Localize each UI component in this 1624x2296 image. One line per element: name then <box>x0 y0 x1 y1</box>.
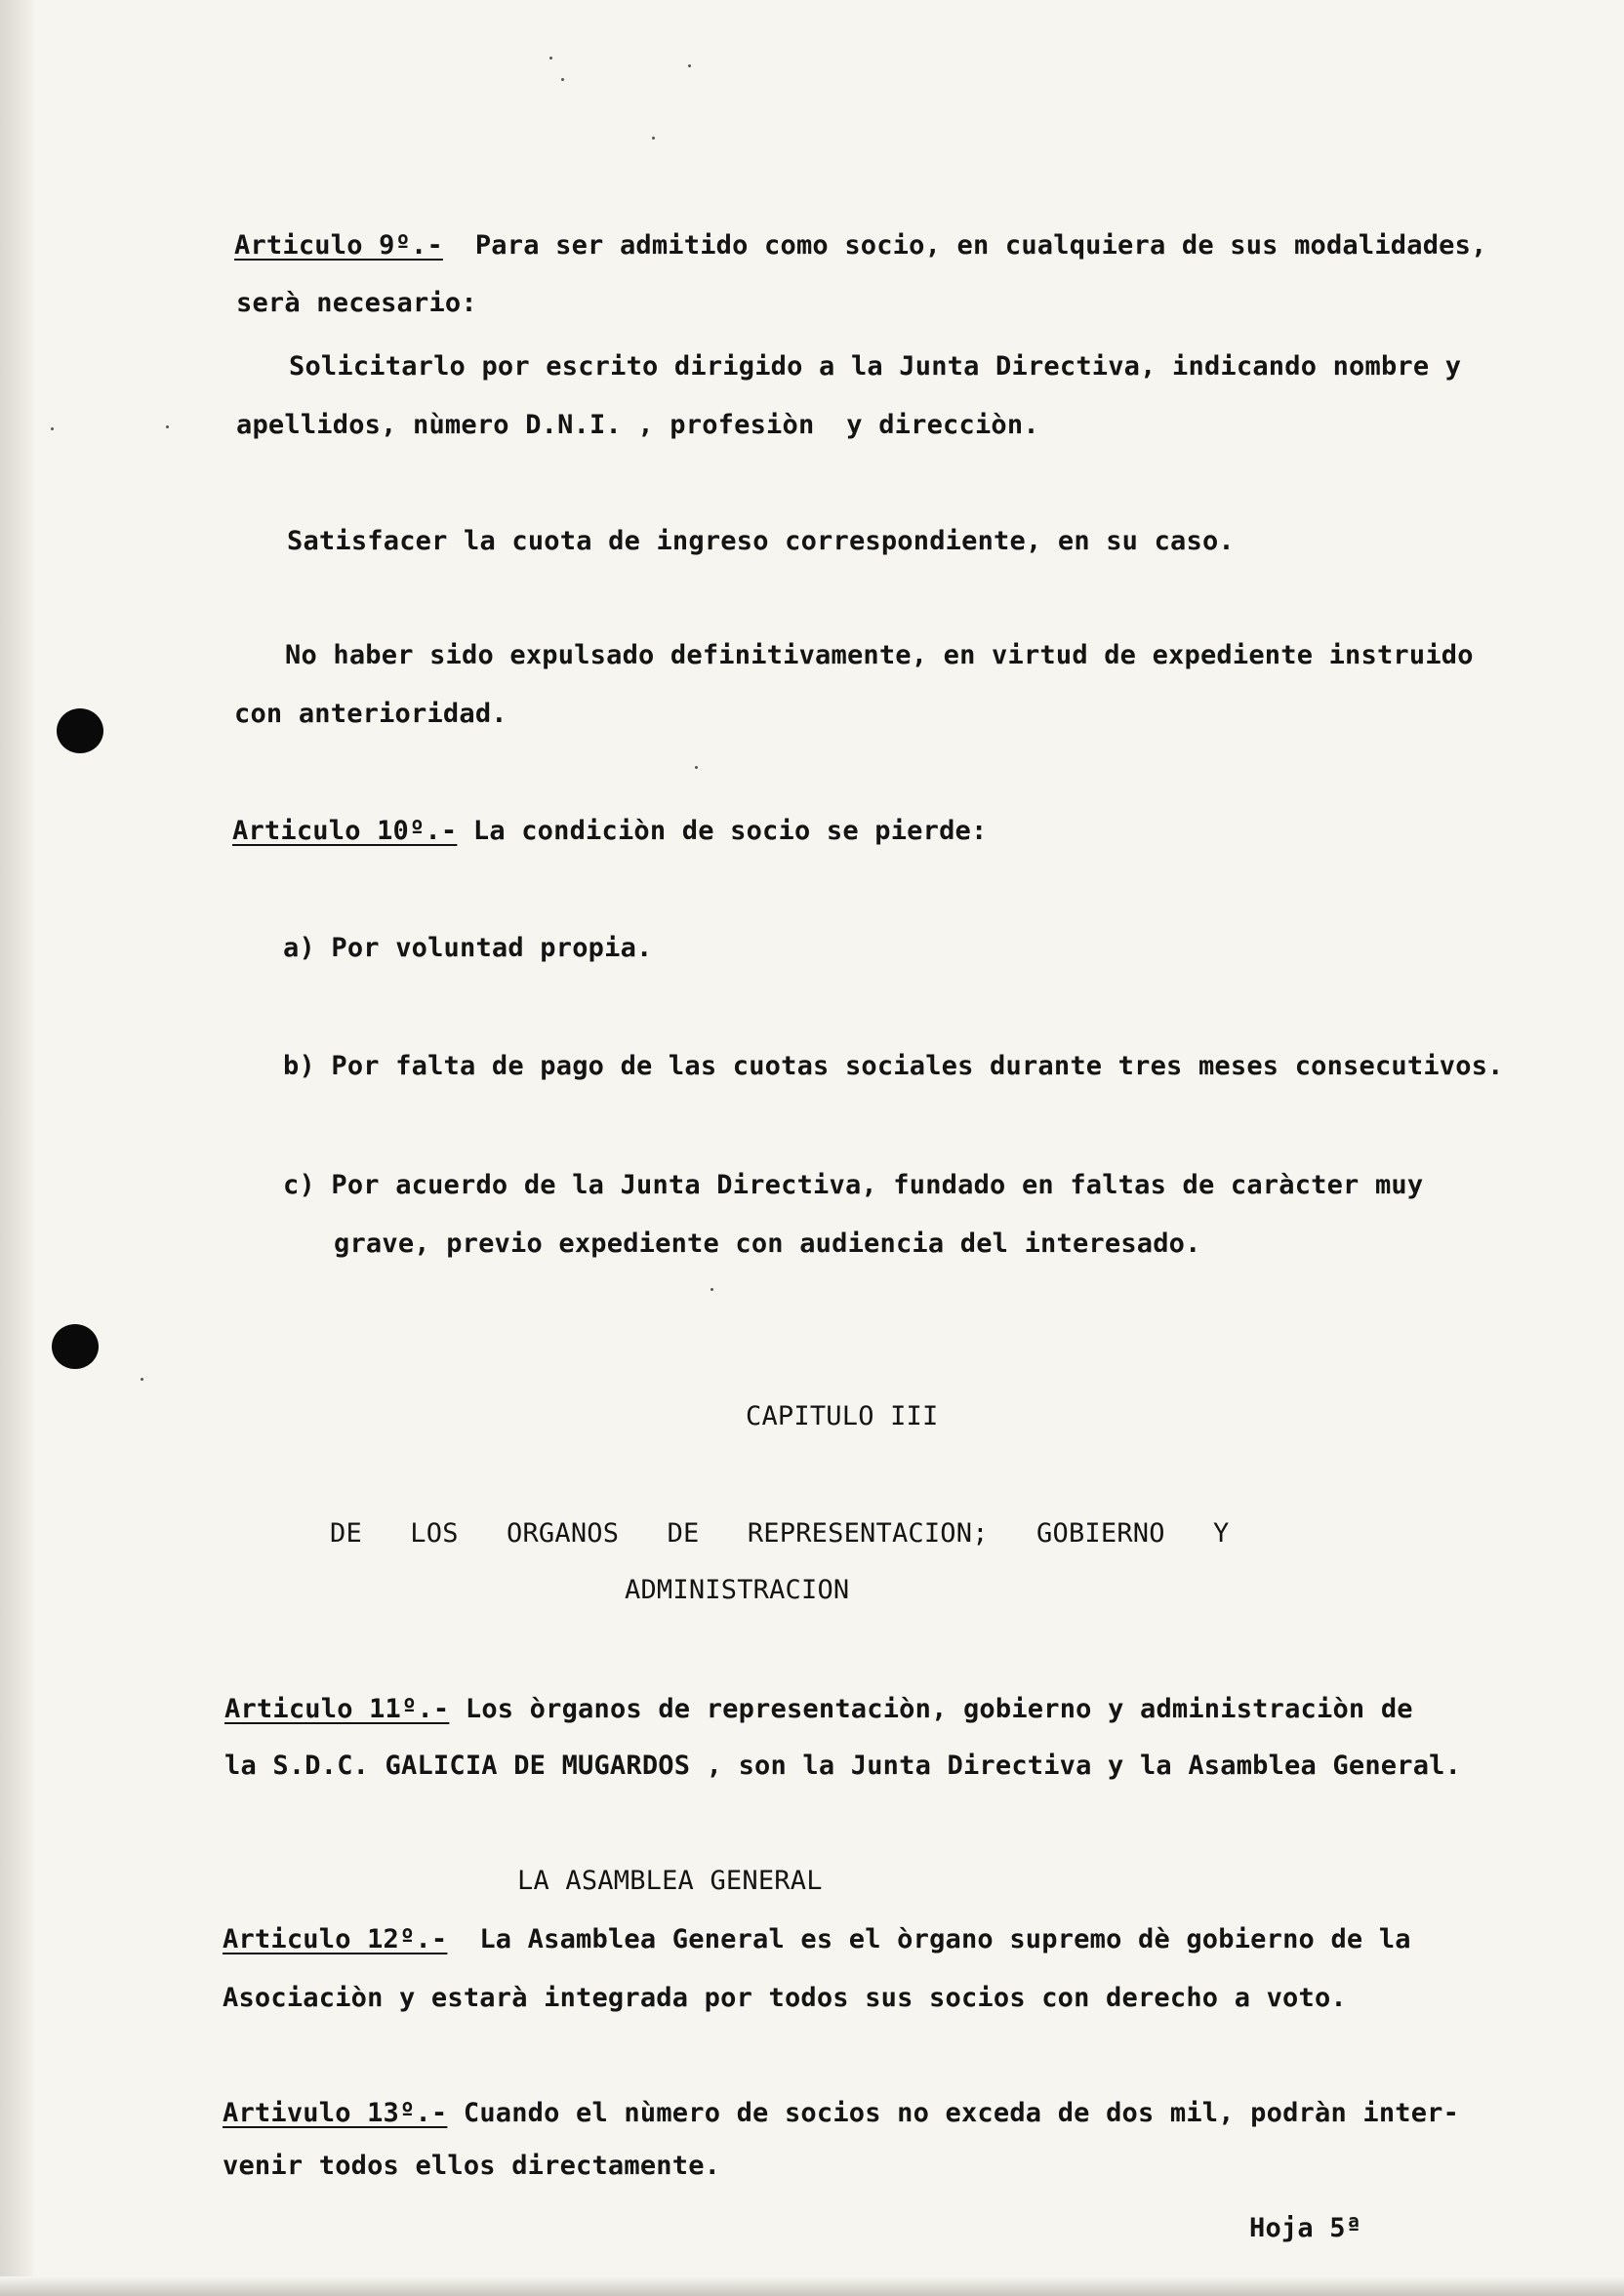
article-9-para-2: Satisfacer la cuota de ingreso correspondiente, en su caso. <box>287 526 1235 556</box>
article-10-item-c-line-1: c) Por acuerdo de la Junta Directiva, fundado en faltas de caràcter muy <box>283 1170 1424 1200</box>
article-10-item-a: a) Por voluntad propia. <box>283 933 653 963</box>
article-11-label: Articulo 11º.- <box>224 1694 450 1724</box>
toner-speck <box>141 1378 143 1381</box>
toner-speck <box>561 78 564 81</box>
article-12-label: Articulo 12º.- <box>223 1924 448 1954</box>
article-13-text: Cuando el nùmero de socios no exceda de dos mil, podràn inter- <box>463 2098 1460 2128</box>
toner-speck <box>549 57 552 60</box>
punch-hole-top <box>57 708 103 753</box>
toner-speck <box>688 64 691 67</box>
page-number: Hoja 5ª <box>1249 2213 1362 2243</box>
asamblea-heading: LA ASAMBLEA GENERAL <box>517 1866 823 1896</box>
article-9-para-1-line-2: apellidos, nùmero D.N.I. , profesiòn y direcciòn. <box>236 410 1039 440</box>
article-9-label: Articulo 9º.- <box>234 230 443 261</box>
article-11-line-1 <box>224 1694 1413 1725</box>
page-bottom-edge-shadow <box>0 2276 1624 2296</box>
punch-hole-bottom <box>52 1324 99 1369</box>
article-10-label: Articulo 10º.- <box>232 816 458 846</box>
article-11-text: Los òrganos de representaciòn, gobierno y administraciòn de <box>465 1694 1413 1724</box>
page-left-edge-shadow <box>0 0 33 2296</box>
article-10-text: La condiciòn de socio se pierde: <box>472 816 988 846</box>
toner-speck <box>652 137 655 140</box>
toner-speck <box>710 1288 713 1291</box>
article-12-line-1 <box>223 1924 1411 1955</box>
article-9-line-2: serà necesario: <box>236 288 477 318</box>
article-10-item-b: b) Por falta de pago de las cuotas sociales durante tres meses consecutivos. <box>283 1051 1504 1081</box>
article-12-text: La Asamblea General es el òrgano supremo dè gobierno de la <box>479 1924 1411 1954</box>
chapter-title: CAPITULO III <box>746 1401 939 1431</box>
article-13-line-2: venir todos ellos directamente. <box>223 2151 721 2181</box>
article-13-label: Artivulo 13º.- <box>223 2098 448 2128</box>
article-9-line-1 <box>234 230 1487 262</box>
chapter-heading-line-2: ADMINISTRACION <box>625 1575 850 1605</box>
chapter-heading-line-1: DE LOS ORGANOS DE REPRESENTACION; GOBIERNO Y <box>330 1518 1230 1549</box>
article-9-para-3-line-1: No haber sido expulsado definitivamente, en virtud de expediente instruido <box>285 640 1474 670</box>
article-10-line-1 <box>232 816 987 847</box>
article-13-line-1 <box>223 2098 1459 2129</box>
article-10-item-c-line-2: grave, previo expediente con audiencia del interesado. <box>334 1229 1201 1259</box>
article-9-para-3-line-2: con anterioridad. <box>234 699 508 729</box>
toner-speck <box>695 766 698 769</box>
article-9-para-1-line-1: Solicitarlo por escrito dirigido a la Junta Directiva, indicando nombre y <box>289 351 1462 382</box>
toner-speck <box>51 427 54 430</box>
article-11-line-2: la S.D.C. GALICIA DE MUGARDOS , son la Junta Directiva y la Asamblea General. <box>224 1751 1462 1781</box>
toner-speck <box>166 425 169 428</box>
article-9-text: Para ser admitido como socio, en cualquiera de sus modalidades, <box>474 230 1487 261</box>
article-12-line-2: Asociaciòn y estarà integrada por todos sus socios con derecho a voto. <box>223 1983 1347 2013</box>
